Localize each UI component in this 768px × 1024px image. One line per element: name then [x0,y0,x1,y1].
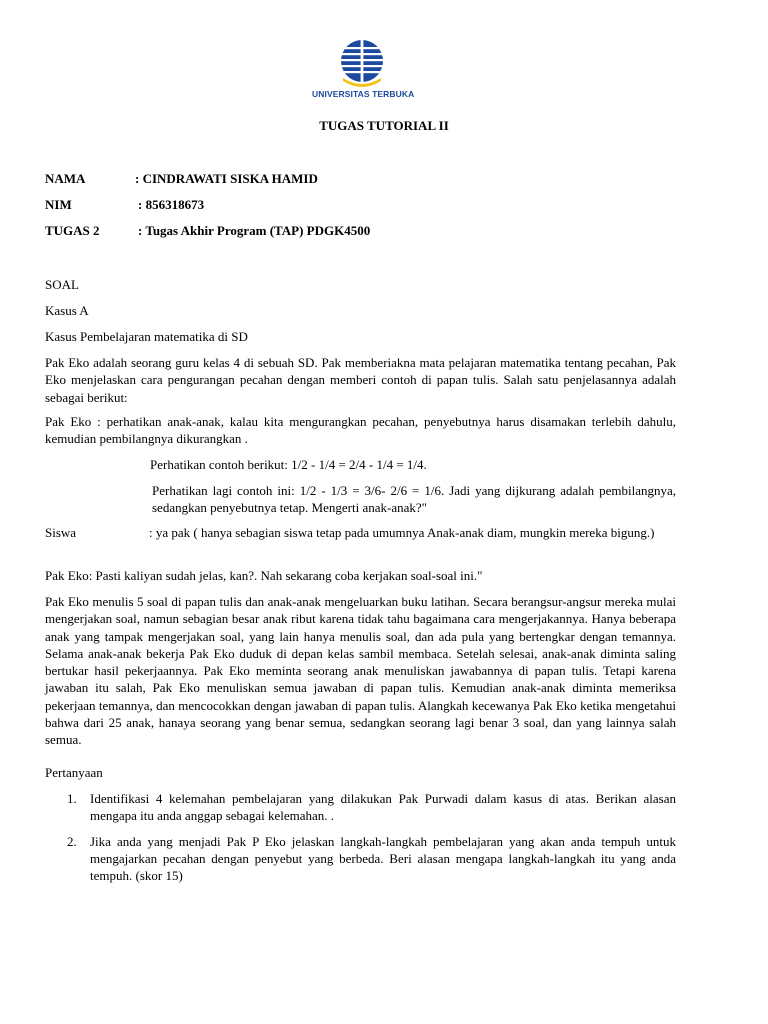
question-text: Identifikasi 4 kelemahan pembelajaran yang dilakukan Pak Purwadi dalam kasus di atas. Berikan alasan mengapa itu anda anggap sebagai kelemahan. . [90,791,676,824]
nama-label: NAMA [45,171,86,186]
question-item [45,790,676,825]
question-number: 2. [67,833,77,849]
document-title: TUGAS TUTORIAL II [319,118,449,133]
paragraph-contoh-1: Perhatikan contoh berikut: 1/2 - 1/4 = 2/4 - 1/4 = 1/4. [150,457,427,472]
paragraph-pak-eko-2: Pak Eko: Pasti kaliyan sudah jelas, kan?. Nah sekarang coba kerjakan soal-soal ini." [45,568,483,583]
tugas-row [45,223,371,239]
university-name: UNIVERSITAS TERBUKA [312,89,415,99]
nim-row [45,197,205,213]
kasus-title: Kasus Pembelajaran matematika di SD [45,329,248,344]
ut-emblem-icon [337,38,387,88]
university-logo [312,38,415,108]
tugas-label: TUGAS 2 [45,223,100,238]
siswa-label: Siswa [45,525,77,540]
paragraph-siswa [45,524,676,541]
question-text: Jika anda yang menjadi Pak P Eko jelaskan langkah-langkah pembelajaran yang akan anda tempuh untuk mengajarkan pecahan dengan penyebut yang berbeda. Beri alasan mengapa langkah-langkah itu yang anda tempuh. (skor 15) [90,833,676,884]
nama-row [45,171,318,187]
tugas-value: : Tugas Akhir Program (TAP) PDGK4500 [138,223,371,238]
kasus-heading: Kasus A [45,303,89,318]
paragraph-intro: Pak Eko adalah seorang guru kelas 4 di sebuah SD. Pak memberiakna mata pelajaran matematika tentang pecahan, Pak Eko menjelaskan cara pengurangan pecahan dengan memberi contoh di papan tulis. Salah satu penjelasannya adalah sebagai berikut: [45,355,676,405]
siswa-text: : ya pak ( hanya sebagian siswa tetap pada umumnya Anak-anak diam, mungkin mereka bigung.) [149,525,655,540]
nim-label: NIM [45,197,72,212]
paragraph-narrative: Pak Eko menulis 5 soal di papan tulis dan anak-anak mengeluarkan buku latihan. Secara berangsur-angsur mereka mulai mengerjakan soal, namun sebagian besar anak ribut karena tidak tahu bagaimana cara mengerjakannya. Hanya beberapa anak yang tampak mengerjakan soal, yang lain hanya menulis soal, dan ada pula yang bertengkar dengan temannya. Selama anak-anak bekerja Pak Eko duduk di depan kelas sambil membaca. Setelah selesai, anak-anak diminta saling bertukar hasil pekerjaannya. Pak Eko meminta seorang anak menuliskan jawabannya di papan tulis. Tetapi karena jawaban itu salah, Pak Eko menuliskan semua jawaban di papan tulis. Kemudian anak-anak diminta memeriksa pekerjaan temannya, dan mencocokkan dengan jawaban di papan tulis. Alangkah kecewanya Pak Eko ketika mengetahui bahwa dari 25 anak, hanaya seorang yang benar semua, sedangkan seorang lagi benar 3 soal, dan yang lainnya salah semua. [45,594,676,748]
paragraph-pak-eko: Pak Eko : perhatikan anak-anak, kalau kita mengurangkan pecahan, penyebutnya harus disamakan terlebih dahulu, kemudian pembilangnya dikurangkan . [45,414,676,447]
question-number: 1. [67,791,77,806]
question-item [45,833,676,885]
paragraph-contoh-2: Perhatikan lagi contoh ini: 1/2 - 1/3 = 3/6- 2/6 = 1/6. Jadi yang dijkurang adalah pembilangnya, sedangkan penyebutnya tetap. Mengerti anak-anak?" [152,483,676,516]
pertanyaan-heading: Pertanyaan [45,765,103,780]
nama-value: : CINDRAWATI SISKA HAMID [135,171,318,186]
question-list [45,790,676,892]
soal-heading: SOAL [45,277,79,292]
nim-value: : 856318673 [138,197,205,212]
